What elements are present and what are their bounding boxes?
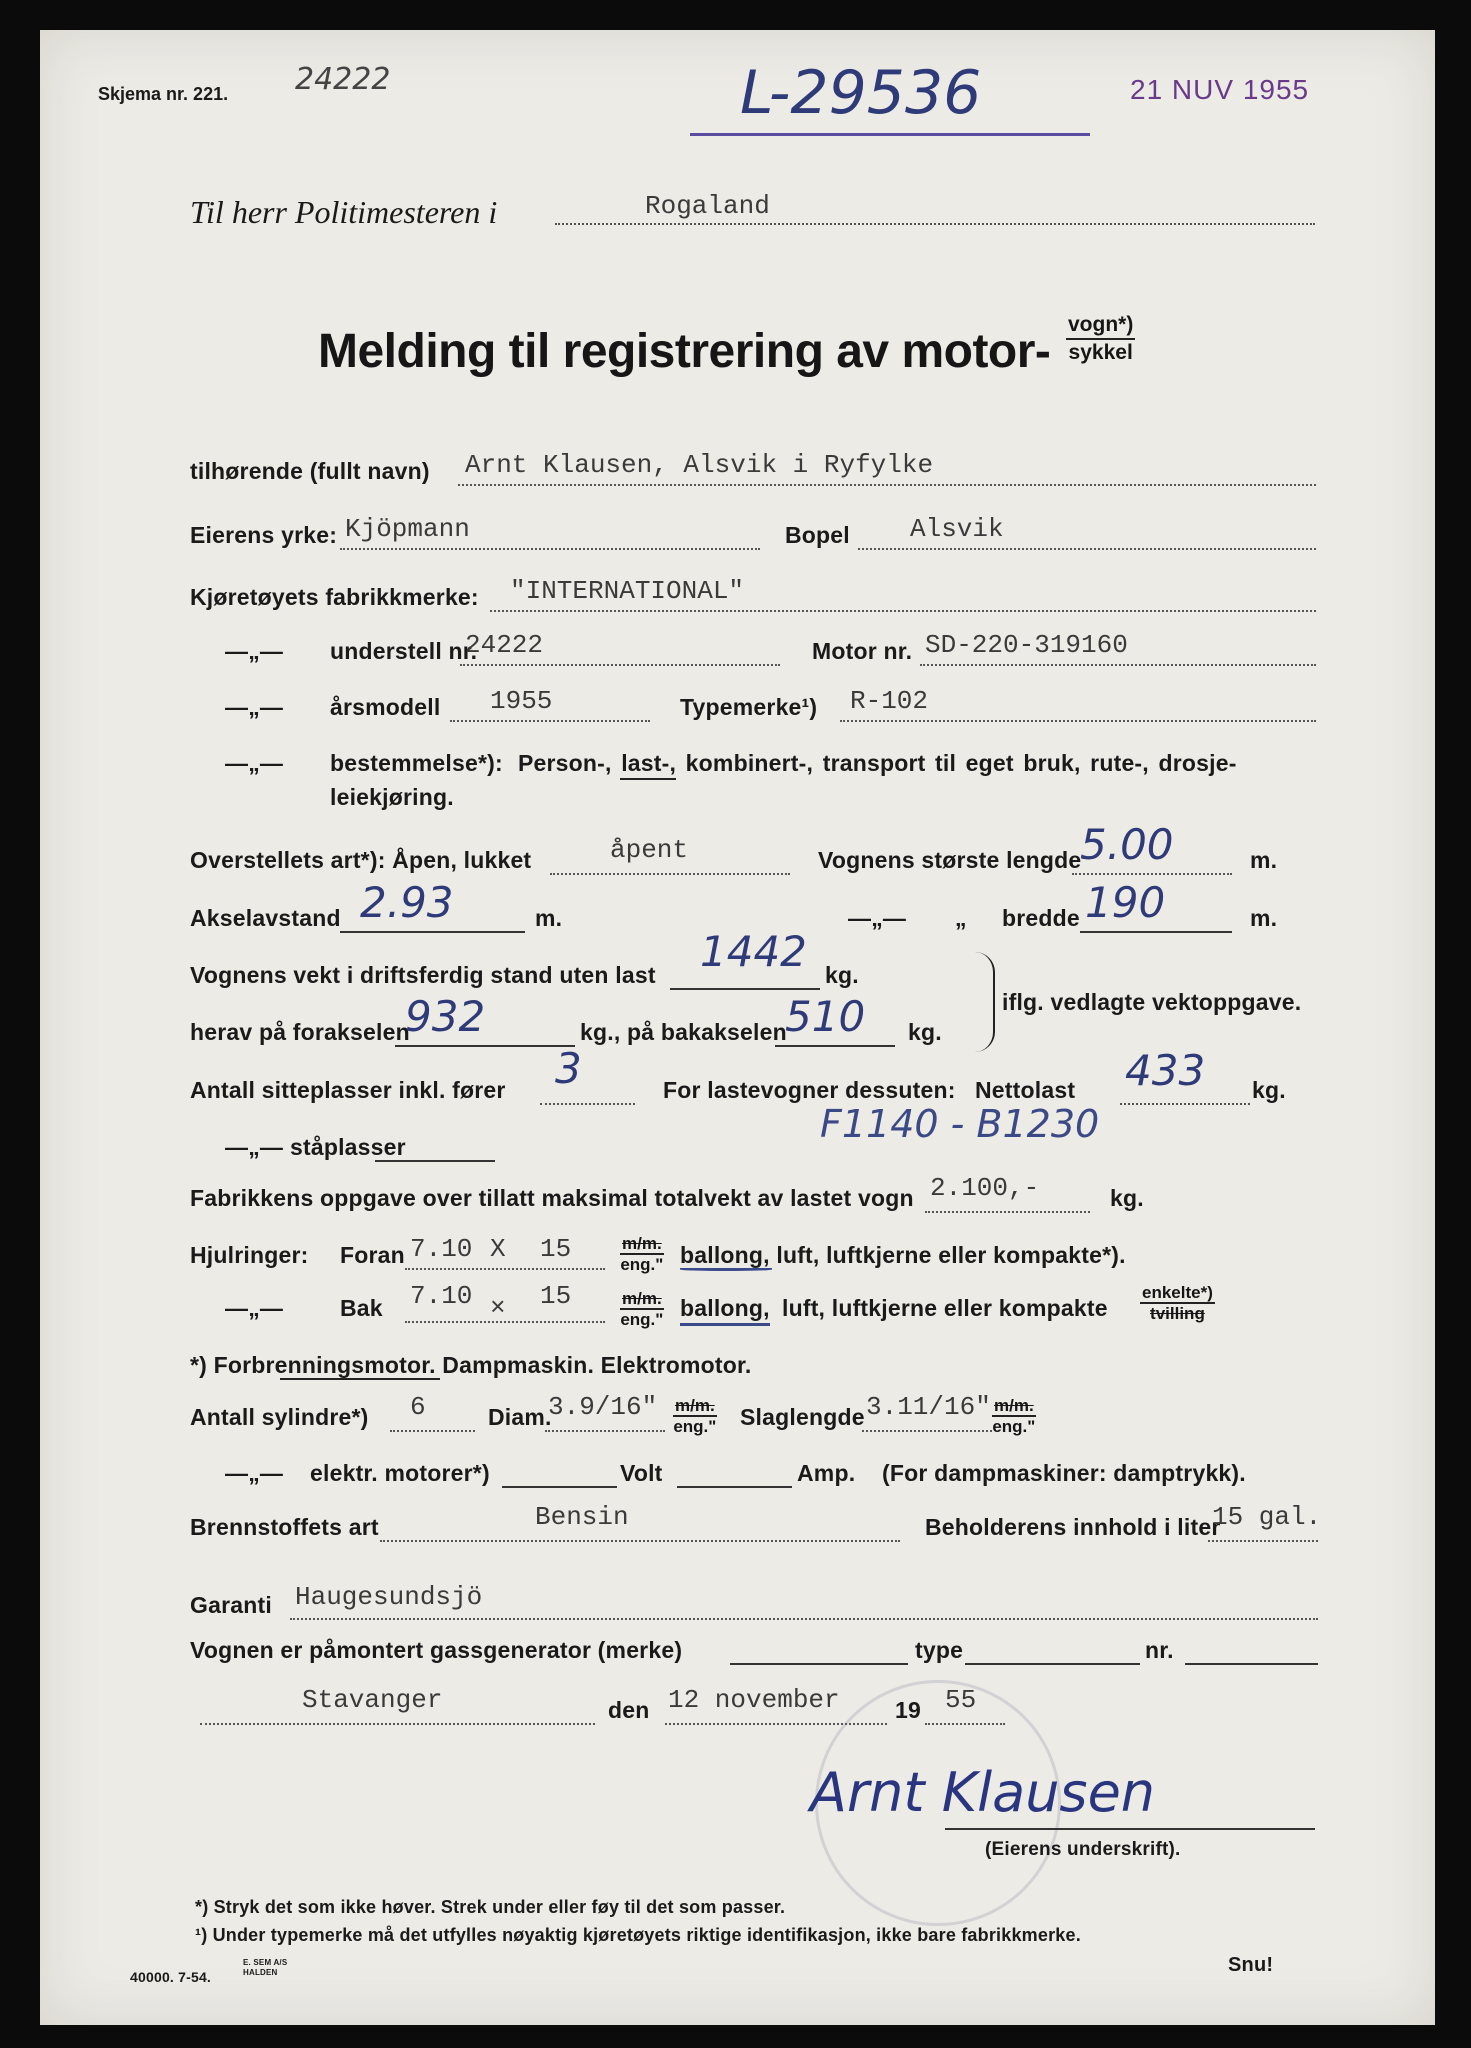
diam-label: Diam. xyxy=(488,1404,552,1430)
fuel-label: Brennstoffets art xyxy=(190,1514,379,1540)
engine-kinds: *) Forbrenningsmotor. Dampmaskin. Elektromotor. xyxy=(190,1352,752,1378)
rear-tire-x: × xyxy=(490,1293,506,1323)
axle-note: F1140 - B1230 xyxy=(820,1102,1100,1146)
netload-label: Nettolast xyxy=(975,1077,1076,1103)
stroke-unit: m/m. eng." xyxy=(992,1396,1036,1436)
purpose-options-2: leiekjøring. xyxy=(330,784,454,810)
gas-label: Vognen er påmontert gassgenerator (merke) xyxy=(190,1637,683,1663)
owner-name-value: Arnt Klausen, Alsvik i Ryfylke xyxy=(465,450,934,480)
seats-value: 3 xyxy=(555,1044,582,1093)
chassis-value: 24222 xyxy=(465,630,544,660)
registration-number: L-29536 xyxy=(740,58,982,128)
front-axle-value: 932 xyxy=(405,992,486,1041)
tank-value: 15 gal. xyxy=(1212,1502,1322,1532)
max-weight-value: 2.100,- xyxy=(930,1173,1040,1203)
date-stamp: 21 NUV 1955 xyxy=(1130,74,1310,105)
owner-name-label: tilhørende (fullt navn) xyxy=(190,458,430,484)
residence-label: Bopel xyxy=(785,522,850,548)
ditto-purpose: —„— xyxy=(225,750,284,776)
registration-form xyxy=(40,30,1435,2025)
footnote-1: *) Stryk det som ikke høver. Strek under eller føy til det som passer. xyxy=(195,1897,786,1917)
fuel-line xyxy=(380,1512,900,1542)
front-axle-label: herav på forakselen xyxy=(190,1019,410,1045)
rear-tire-type: luft, luftkjerne eller kompakte xyxy=(782,1295,1108,1321)
weight-label: Vognens vekt i driftsferdig stand uten last xyxy=(190,962,656,988)
volt-line xyxy=(502,1458,617,1488)
width-label: bredde xyxy=(1002,905,1080,931)
weight-unit: kg. xyxy=(825,962,859,988)
max-weight-label: Fabrikkens oppgave over tillatt maksimal totalvekt av lastet vogn xyxy=(190,1185,914,1211)
wheelbase-value: 2.93 xyxy=(360,878,454,927)
tank-label: Beholderens innhold i liter xyxy=(925,1514,1221,1540)
purpose-options: Person-, last-, kombinert-, transport til eget bruk, rute-, drosje- xyxy=(518,750,1237,776)
diam-value: 3.9/16" xyxy=(548,1392,658,1422)
rear-tire-unit: m/m. eng." xyxy=(620,1289,664,1329)
gas-brand-line xyxy=(730,1635,908,1665)
chassis-label: understell nr. xyxy=(330,638,478,664)
stroke-label: Slaglengde xyxy=(740,1404,865,1430)
length-label: Vognens største lengde xyxy=(818,847,1082,873)
front-tire-x: X xyxy=(490,1234,506,1264)
turn-over: Snu! xyxy=(1228,1954,1274,1976)
width-comma: „ xyxy=(955,905,967,931)
tires-label: Hjulringer: xyxy=(190,1242,309,1268)
addressee-value: Rogaland xyxy=(645,191,770,221)
occupation-label: Eierens yrke: xyxy=(190,522,338,548)
handwritten-ref: 24222 xyxy=(295,62,391,97)
rear-tire-value: 7.10 xyxy=(410,1281,473,1311)
gas-nr-line xyxy=(1185,1635,1318,1665)
weight-note: iflg. vedlagte vektoppgave. xyxy=(1002,989,1302,1015)
rear-axle-value: 510 xyxy=(785,992,866,1041)
amp-label: Amp. xyxy=(797,1460,856,1486)
front-tire-unit: m/m. eng." xyxy=(620,1234,664,1274)
front-ballong-underline xyxy=(680,1268,772,1271)
form-title: Melding til registrering av motor- xyxy=(318,325,1051,378)
owner-signature: Arnt Klausen xyxy=(810,1761,1156,1824)
engine-value: SD-220-319160 xyxy=(925,630,1128,660)
weight-value: 1442 xyxy=(700,927,807,976)
print-code: 40000. 7-54. xyxy=(130,1969,212,1985)
length-unit: m. xyxy=(1250,847,1278,873)
date-value: 12 november xyxy=(668,1685,840,1715)
netload-unit: kg. xyxy=(1252,1077,1286,1103)
model-year-value: 1955 xyxy=(490,686,553,716)
cylinders-label: Antall sylindre*) xyxy=(190,1404,369,1430)
cylinders-line xyxy=(390,1402,475,1432)
make-label: Kjøretøyets fabrikkmerke: xyxy=(190,584,479,610)
single-twin: enkelte*) tvilling xyxy=(1142,1283,1213,1323)
width-ditto: —„— xyxy=(848,905,907,931)
seats-label: Antall sitteplasser inkl. fører xyxy=(190,1077,506,1103)
place-value: Stavanger xyxy=(302,1685,443,1715)
cylinders-value: 6 xyxy=(410,1392,426,1422)
width-unit: m. xyxy=(1250,905,1278,931)
ditto-model: —„— xyxy=(225,694,284,720)
engine-label: Motor nr. xyxy=(812,638,913,664)
rear-ballong: ballong, xyxy=(680,1293,770,1326)
standing-line xyxy=(375,1132,495,1162)
residence-value: Alsvik xyxy=(910,514,1004,544)
gas-type-label: type xyxy=(915,1637,964,1663)
length-value: 5.00 xyxy=(1080,820,1174,869)
printer-name: E. SEM A/S xyxy=(243,1958,288,1967)
rear-axle-label: kg., på bakakselen xyxy=(580,1019,787,1045)
guarantee-label: Garanti xyxy=(190,1592,272,1618)
purpose-label: bestemmelse*): xyxy=(330,750,503,776)
rear-tire-label: Bak xyxy=(340,1295,383,1321)
rear-axle-unit: kg. xyxy=(908,1019,942,1045)
freight-label: For lastevogner dessuten: xyxy=(663,1077,956,1103)
signature-caption: (Eierens underskrift). xyxy=(985,1839,1181,1860)
combustion-underline xyxy=(280,1378,440,1380)
ditto-standing: —„— xyxy=(225,1134,284,1160)
volt-label: Volt xyxy=(620,1460,663,1486)
diam-unit: m/m. eng." xyxy=(673,1396,717,1436)
year-value: 55 xyxy=(945,1685,977,1715)
gas-type-line xyxy=(965,1635,1140,1665)
netload-value: 433 xyxy=(1125,1046,1206,1095)
body-label: Overstellets art*): Åpen, lukket xyxy=(190,847,532,873)
footnote-2: ¹) Under typemerke må det utfylles nøyaktig kjøretøyets riktige identifikasjon, ikke bare fabrikkmerke. xyxy=(195,1925,1081,1945)
standing-label: ståplasser xyxy=(290,1134,406,1160)
wheelbase-label: Akselavstand xyxy=(190,905,341,931)
steam-note: (For dampmaskiner: damptrykk). xyxy=(882,1460,1246,1486)
electric-label: elektr. motorer*) xyxy=(310,1460,490,1486)
ditto-chassis: —„— xyxy=(225,638,284,664)
occupation-value: Kjöpmann xyxy=(345,514,470,544)
den-label: den xyxy=(608,1697,650,1723)
title-fraction: vogn*) sykkel xyxy=(1068,313,1134,364)
model-year-label: årsmodell xyxy=(330,694,441,720)
addressee-label: Til herr Politimesteren i xyxy=(190,194,498,230)
gas-nr-label: nr. xyxy=(1145,1637,1174,1663)
form-number: Skjema nr. 221. xyxy=(98,84,229,104)
signature-line xyxy=(945,1828,1315,1830)
type-label: Typemerke¹) xyxy=(680,694,818,720)
printer-city: HALDEN xyxy=(243,1968,278,1977)
ditto-rear-tire: —„— xyxy=(225,1295,284,1321)
fuel-value: Bensin xyxy=(535,1502,629,1532)
front-tire-label: Foran xyxy=(340,1242,405,1268)
make-value: "INTERNATIONAL" xyxy=(510,576,745,606)
front-tire-value: 7.10 xyxy=(410,1234,473,1264)
front-tire-type: ballong, luft, luftkjerne eller kompakte*). xyxy=(680,1242,1126,1268)
guarantee-value: Haugesundsjö xyxy=(295,1582,483,1612)
width-value: 190 xyxy=(1085,878,1166,927)
body-value: åpent xyxy=(610,835,689,865)
max-weight-unit: kg. xyxy=(1110,1185,1144,1211)
amp-line xyxy=(677,1458,792,1488)
type-value: R-102 xyxy=(850,686,929,716)
wheelbase-unit: m. xyxy=(535,905,563,931)
front-tire-size: 15 xyxy=(540,1234,572,1264)
last-underline xyxy=(620,778,676,780)
stroke-value: 3.11/16" xyxy=(866,1392,991,1422)
year-prefix: 19 xyxy=(895,1697,921,1723)
reg-underline xyxy=(690,133,1090,136)
ditto-electric: —„— xyxy=(225,1460,284,1486)
rear-tire-size: 15 xyxy=(540,1281,572,1311)
